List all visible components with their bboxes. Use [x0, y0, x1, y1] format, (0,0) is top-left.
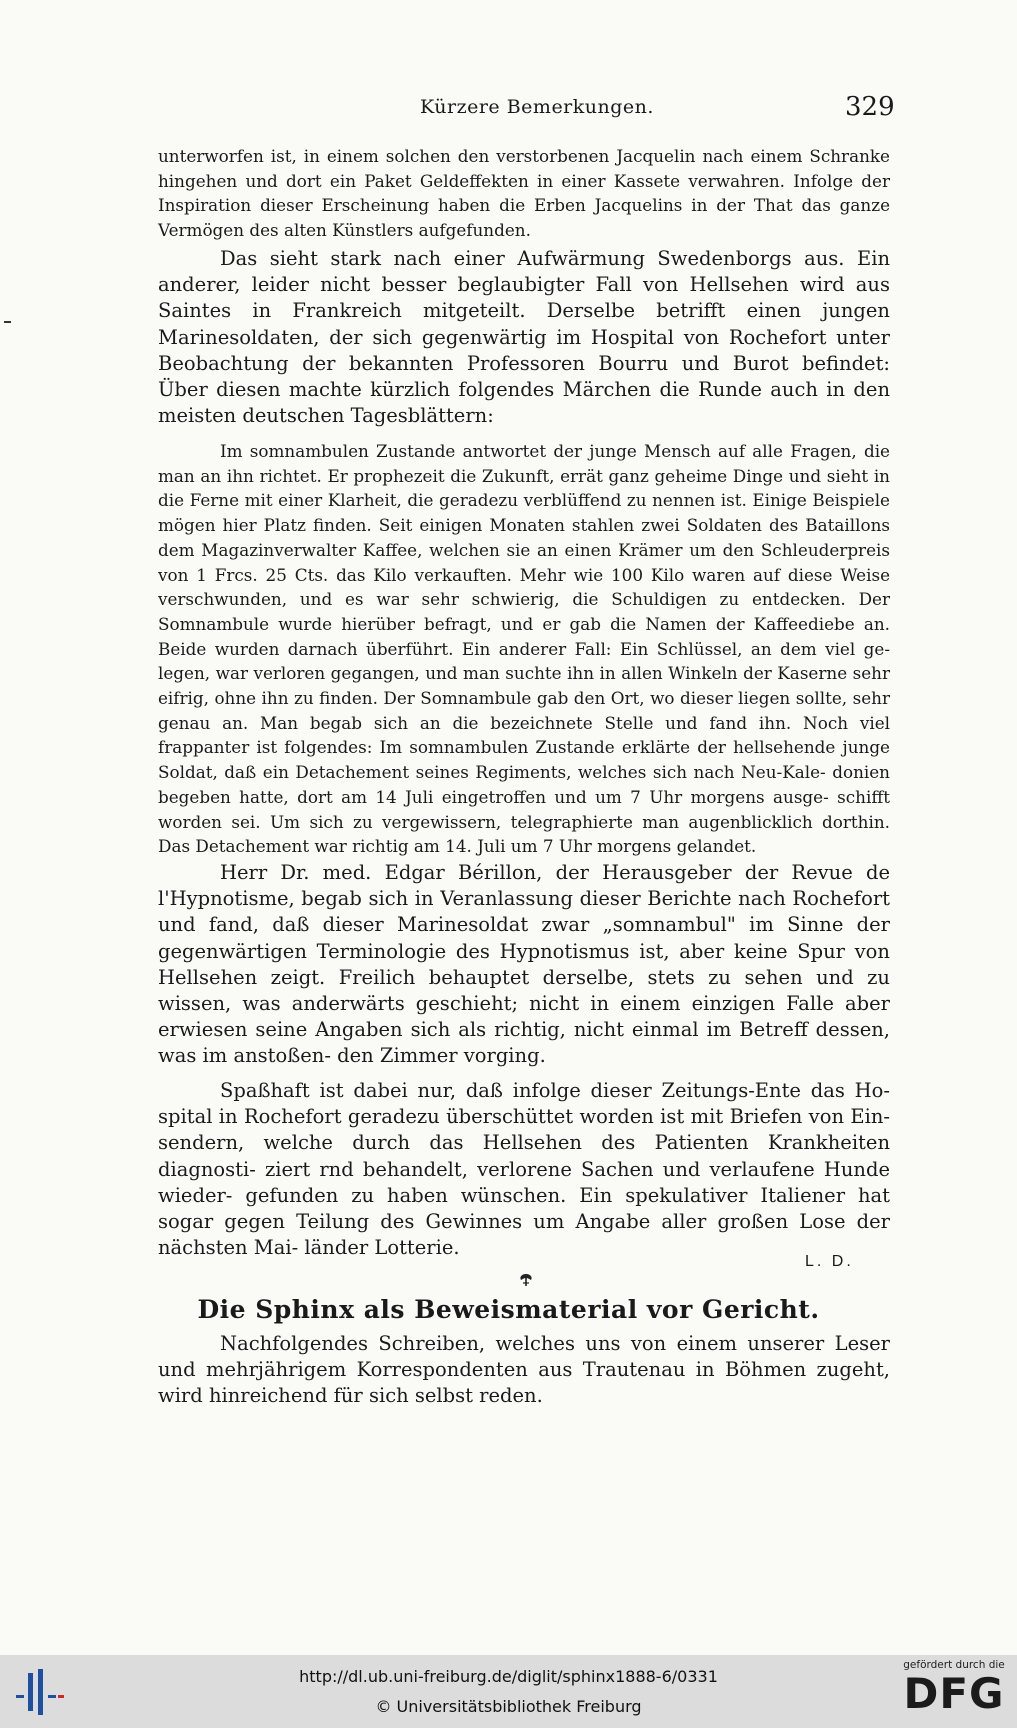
viewer-footer: [0, 1655, 1017, 1728]
text-line: unterworfen ist, in einem solchen den verstorbenen Jacquelin nach einem Schranke: [158, 146, 890, 166]
page-header: [0, 92, 1017, 126]
copyright-notice: © Universitätsbibliothek Freiburg: [375, 1697, 642, 1716]
text-line: mehrjährigem Korrespondenten aus Trautenau in Böhmen zugeht, wird: [158, 1358, 890, 1408]
paragraph-zeitungsente: [158, 1078, 890, 1261]
text-line: gegenwärtigen Terminologie des Hypnotismus ist, aber keine Spur von: [158, 939, 890, 963]
text-line: donien begeben hatte, dort am 14 Juli eingetroffen und um 7 Uhr morgens ausge-: [158, 762, 890, 807]
text-line: sehr eifrig, ohne ihn zu finden. Der Somnambule gab den Ort, wo dieser liegen: [158, 663, 890, 709]
text-line: Bataillons dem Magazinverwalter Kaffee, welchen sie an einen Krämer um den: [158, 515, 890, 560]
text-line: viel frappanter ist folgendes: Im somnambulen Zustande erklärte der hellsehende: [158, 712, 890, 758]
text-line: schifft worden sei. Um sich zu vergewissern, telegraphierte man augenblicklich dorthin.: [158, 786, 890, 832]
text-line: Hellsehen zeigt. Freilich behauptet derselbe, stets zu sehen und zu wissen,: [158, 965, 890, 1016]
paragraph-berillon: [158, 860, 890, 1070]
text-line: Tagesblättern:: [350, 404, 494, 428]
text-line: anderer, leider nicht besser beglaubigter Fall von Hellsehen wird aus Saintes: [158, 273, 890, 323]
paragraph-swedenborg: [158, 246, 890, 429]
text-line: Teilung des Gewinnes um Angabe aller großen Lose der nächsten Mai-: [158, 1210, 891, 1260]
text-line: Vermögen des alten Künstlers aufgefunden.: [158, 220, 531, 241]
text-line: hinreichend für sich selbst reden.: [208, 1384, 543, 1408]
text-line: l'Hypnotisme, begab sich in Veranlassung dieser Berichte nach Rochefort: [158, 887, 890, 911]
text-line: Angaben sich als richtig, nicht einmal im Betreff dessen, was im anstoßen-: [158, 1018, 891, 1068]
text-line: länder Lotterie.: [304, 1236, 460, 1260]
text-line: sendern, welche durch das Hellsehen des Patienten Krankheiten diagnosti-: [158, 1131, 890, 1181]
text-line: der bekannten Professoren Bourru und Burot befindet: Über diesen: [158, 351, 890, 402]
text-line: der sich gegenwärtig im Hospital von Rochefort unter Beobachtung: [158, 325, 890, 375]
text-line: spital in Rochefort geradezu überschüttet worden ist mit Briefen von Ein-: [158, 1105, 890, 1129]
text-line: hingehen und dort ein Paket Geldeffekten in einer Kassete verwahren. Infolge der: [158, 170, 890, 191]
author-signature: L. D.: [805, 1253, 854, 1270]
text-line: ziert rnd behandelt, verlorene Sachen und verlaufene Hunde wieder-: [158, 1157, 890, 1207]
funding-label: gefördert durch die: [903, 1659, 1005, 1671]
text-line: in die Ferne mit einer Klarheit, die geradezu verblüffend zu nennen ist. Einige: [158, 465, 890, 511]
permalink-url[interactable]: http://dl.ub.uni-freiburg.de/diglit/sphinx1888-6/0331: [299, 1667, 718, 1686]
text-line: Herr Dr. med. Edgar Bérillon, der Herausgeber der Revue de: [220, 861, 890, 884]
text-line: man an ihn richtet. Er prophezeit die Zukunft, errät ganz geheime Dinge und sieht: [158, 465, 874, 486]
text-line: Nachfolgendes Schreiben, welches uns von einem unserer Leser und: [158, 1332, 890, 1382]
text-line: Schleuderpreis von 1 Frcs. 25 Cts. das Kilo verkauften. Mehr wie 100 Kilo waren: [158, 539, 890, 585]
text-line: auf diese Weise verschwunden, und es war sehr schwierig, die Schuldigen zu entdecken.: [158, 564, 890, 610]
text-line: junge Soldat, daß ein Detachement seines Regiments, welches sich nach Neu-Kale-: [158, 737, 890, 783]
section-title: Die Sphinx als Beweismaterial vor Gericht.: [197, 1295, 820, 1324]
text-line: Das sieht stark nach einer Aufwärmung Swedenborgs aus. Ein: [220, 247, 890, 270]
dfg-funding-badge[interactable]: [896, 1659, 1012, 1717]
text-line: Der Somnambule wurde hierüber befragt, und er gab die Namen der Kaffeediebe an.: [158, 589, 890, 634]
text-line: sollte, sehr genau an. Man begab sich an die bezeichnete Stelle und fand ihn. Noch: [158, 688, 890, 733]
text-line: legen, war verloren gegangen, und man suchte ihn in allen Winkeln der Kaserne: [158, 663, 853, 684]
text-line: Inspiration dieser Erscheinung haben die Erben Jacquelins in der That das ganze: [158, 195, 890, 216]
paragraph-continuation: [158, 144, 890, 243]
paragraph-letter-intro: [158, 1331, 890, 1410]
text-line: Im somnambulen Zustande antwortet der junge Mensch auf alle Fragen, die: [220, 441, 890, 461]
text-line: gefunden zu haben wünschen. Ein spekulativer Italiener hat sogar gegen: [158, 1183, 890, 1234]
text-line: Beide wurden darnach überführt. Ein anderer Fall: Ein Schlüssel, an dem viel ge-: [158, 638, 890, 659]
fleuron-ornament-icon: [518, 1273, 534, 1287]
text-line: Beispiele mögen hier Platz finden. Seit einigen Monaten stahlen zwei Soldaten des: [158, 490, 890, 536]
dfg-logo: DFG: [903, 1669, 1005, 1718]
text-line: Das Detachement war richtig am 14. Juli um 7 Uhr morgens gelandet.: [158, 836, 757, 857]
text-line: und fand, daß dieser Marinesoldat zwar „somnambul" im Sinne der: [158, 913, 890, 937]
running-title: Kürzere Bemerkungen.: [420, 96, 654, 118]
page-number: 329: [845, 92, 895, 122]
margin-mark: [4, 321, 11, 323]
text-line: den Zimmer vorging.: [337, 1044, 546, 1068]
text-line: Spaßhaft ist dabei nur, daß infolge dieser Zeitungs-Ente das Ho-: [220, 1079, 890, 1102]
text-line: in Frankreich mitgeteilt. Derselbe betrifft einen jungen Marinesoldaten,: [158, 299, 890, 349]
text-line: machte kürzlich folgendes Märchen die Runde auch in den meisten deutschen: [158, 378, 891, 428]
paragraph-quotation: [158, 439, 890, 859]
text-line: was anderwärts geschieht; nicht in einem einzigen Falle aber erwiesen seine: [158, 992, 890, 1042]
